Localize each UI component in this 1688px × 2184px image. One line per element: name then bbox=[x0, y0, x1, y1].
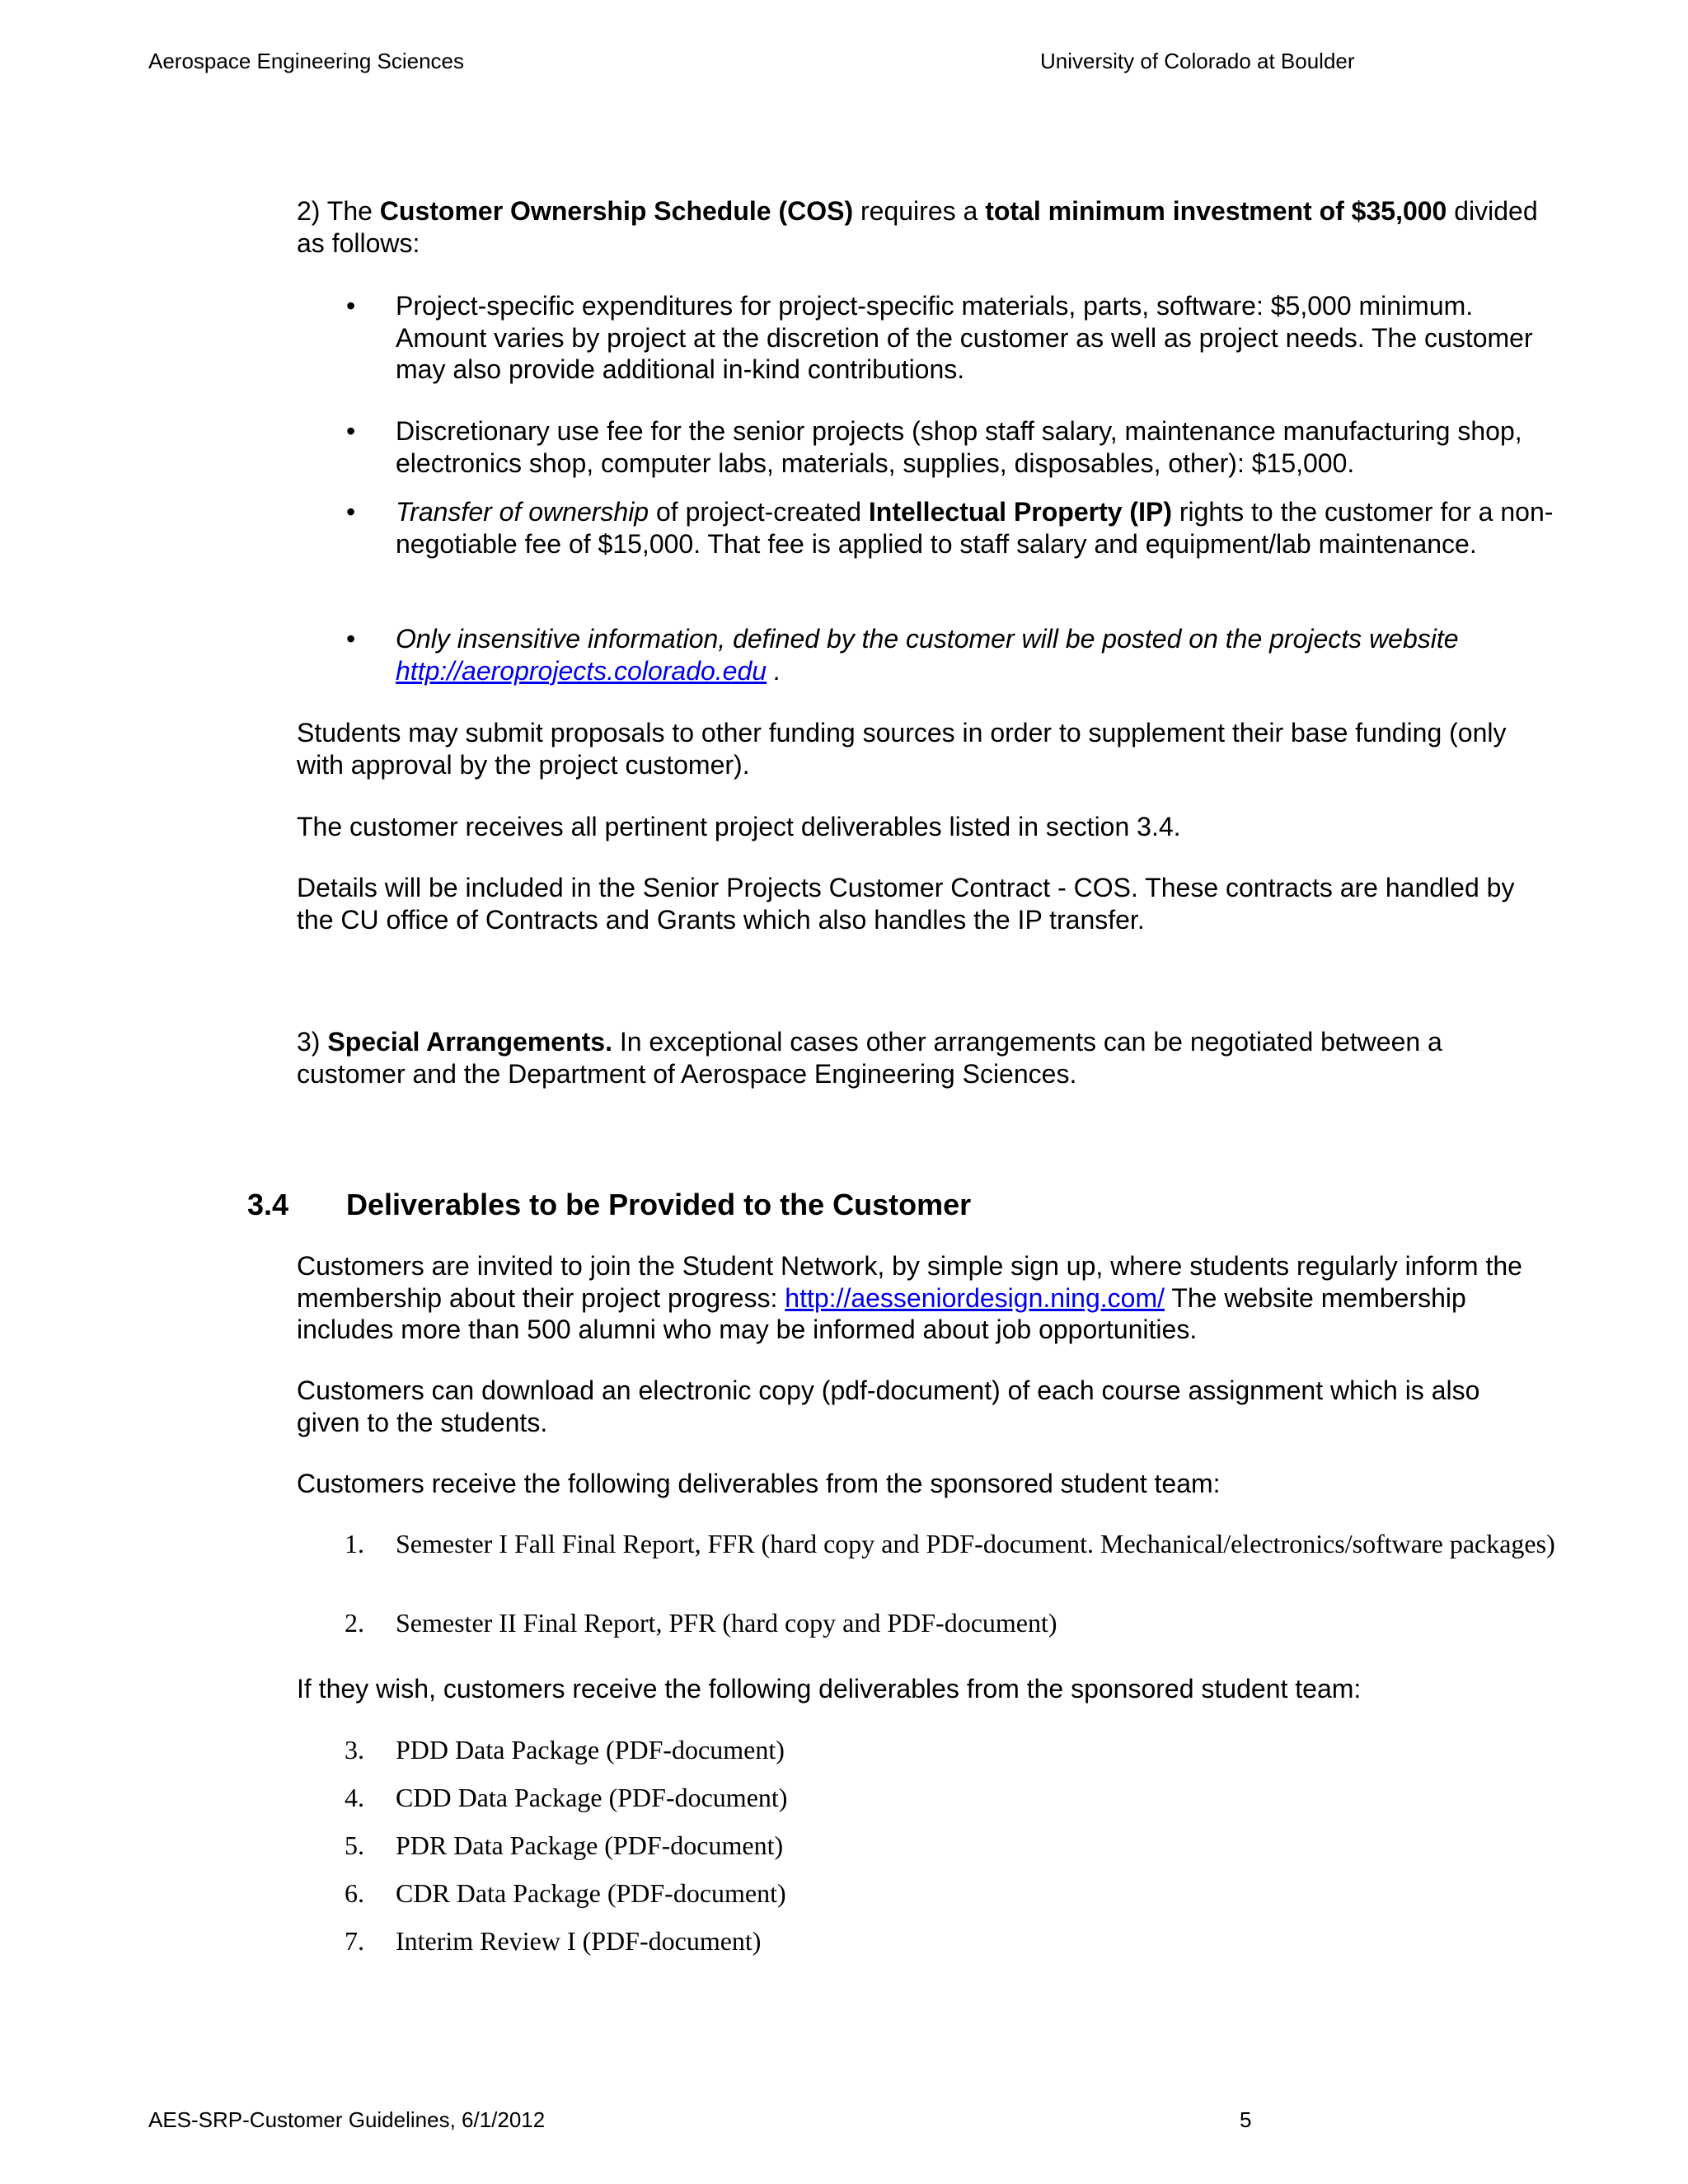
aeroprojects-link[interactable]: http://aeroprojects.colorado.edu bbox=[396, 655, 767, 686]
bullet-website-info bbox=[396, 623, 1566, 687]
bullet-marker: • bbox=[346, 497, 356, 527]
list-item-number: 1. bbox=[345, 1529, 364, 1558]
page-header-right: University of Colorado at Boulder bbox=[1040, 49, 1355, 73]
bullet4-italic-text: Only insensitive information, defined by the customer will be posted on the projects website bbox=[396, 624, 1459, 654]
list-item-number: 5. bbox=[345, 1830, 364, 1860]
list-item-number: 7. bbox=[345, 1926, 364, 1956]
section-number: 3.4 bbox=[247, 1188, 289, 1221]
list-item-text: PDD Data Package (PDF-document) bbox=[396, 1735, 785, 1765]
bullet3-italic: Transfer of ownership bbox=[396, 497, 649, 527]
page-footer-left: AES-SRP-Customer Guidelines, 6/1/2012 bbox=[148, 2107, 546, 2132]
bullet4-end: . bbox=[767, 655, 781, 686]
bullet-marker: • bbox=[346, 624, 356, 654]
bullet3-text-2: of project-created bbox=[649, 497, 869, 527]
bullet-marker: • bbox=[346, 416, 356, 446]
cos-intro-paragraph bbox=[297, 195, 1550, 259]
cos-intro-text-3: divided as follows: bbox=[297, 196, 1538, 258]
bullet3-text-3: rights to the customer for a non-negotiable fee of $15,000. That fee is applied to staff salary and equipment/lab maintenance. bbox=[396, 497, 1554, 559]
bullet3-bold: Intellectual Property (IP) bbox=[868, 497, 1172, 527]
student-network-text-2: The website membership includes more than 500 alumni who may be informed about job opportunities. bbox=[297, 1282, 1466, 1344]
special-arrangements-text: In exceptional cases other arrangements can be negotiated between a customer and the Department of Aerospace Engineering Sciences. bbox=[297, 1027, 1442, 1089]
list-item-text: Interim Review I (PDF-document) bbox=[396, 1926, 762, 1956]
cos-intro-bold-2: total minimum investment of $35,000 bbox=[985, 196, 1447, 226]
bullet-marker: • bbox=[346, 291, 356, 321]
section-title: Deliverables to be Provided to the Customer bbox=[346, 1188, 972, 1221]
download-paragraph: Customers can download an electronic copy (pdf-document) of each course assignment which is also given to the students. bbox=[297, 1376, 1480, 1437]
customer-deliverables-paragraph: The customer receives all pertinent project deliverables listed in section 3.4. bbox=[297, 812, 1181, 841]
special-arrangements-bold: Special Arrangements. bbox=[327, 1027, 612, 1057]
page-header-left: Aerospace Engineering Sciences bbox=[148, 49, 465, 73]
list-item-number: 4. bbox=[345, 1783, 364, 1812]
list-item-text: PDR Data Package (PDF-document) bbox=[396, 1830, 784, 1860]
special-arrangements-paragraph bbox=[297, 1026, 1550, 1090]
bullet-discretionary-fee: Discretionary use fee for the senior projects (shop staff salary, maintenance manufacturing shop, electronics shop, computer labs, materials, supplies, disposables, other): $15,000. bbox=[396, 416, 1522, 478]
list-item-number: 3. bbox=[345, 1735, 364, 1765]
students-funding-paragraph: Students may submit proposals to other funding sources in order to supplement their base funding (only with approval by the project customer). bbox=[297, 718, 1507, 780]
list-item-number: 6. bbox=[345, 1878, 364, 1908]
bullet-ip-transfer bbox=[396, 496, 1566, 560]
bullet-project-expenditures: Project-specific expenditures for project-specific materials, parts, software: $5,000 minimum. Amount varies by project at the discretion of the customer as well as project needs. The customer may also provide additional in-kind contributions. bbox=[396, 291, 1533, 384]
list-item-text: Semester I Fall Final Report, FFR (hard copy and PDF-document. Mechanical/electronics/software packages) bbox=[396, 1529, 1555, 1558]
optional-deliverables-paragraph: If they wish, customers receive the following deliverables from the sponsored student team: bbox=[297, 1674, 1362, 1704]
ning-network-link[interactable]: http://aesseniordesign.ning.com/ bbox=[785, 1282, 1165, 1313]
cos-intro-bold-1: Customer Ownership Schedule (COS) bbox=[379, 196, 854, 226]
list-item-text: Semester II Final Report, PFR (hard copy and PDF-document) bbox=[396, 1608, 1057, 1638]
list-item-text: CDD Data Package (PDF-document) bbox=[396, 1783, 788, 1812]
page-number: 5 bbox=[1240, 2107, 1252, 2132]
list-item-number: 2. bbox=[345, 1608, 364, 1638]
contract-details-paragraph: Details will be included in the Senior Projects Customer Contract - COS. These contracts are handled by the CU office of Contracts and Grants which also handles the IP transfer. bbox=[297, 873, 1515, 935]
student-network-text-1: Customers are invited to join the Student Network, by simple sign up, where students regularly inform the membership about their project progress: bbox=[297, 1251, 1522, 1313]
deliverables-intro-paragraph: Customers receive the following deliverables from the sponsored student team: bbox=[297, 1469, 1221, 1498]
list-item-text: CDR Data Package (PDF-document) bbox=[396, 1878, 786, 1908]
special-prefix: 3) bbox=[297, 1027, 328, 1057]
student-network-paragraph bbox=[297, 1250, 1550, 1346]
cos-intro-text-1: 2) The bbox=[297, 196, 380, 226]
cos-intro-text-2: requires a bbox=[853, 196, 986, 226]
